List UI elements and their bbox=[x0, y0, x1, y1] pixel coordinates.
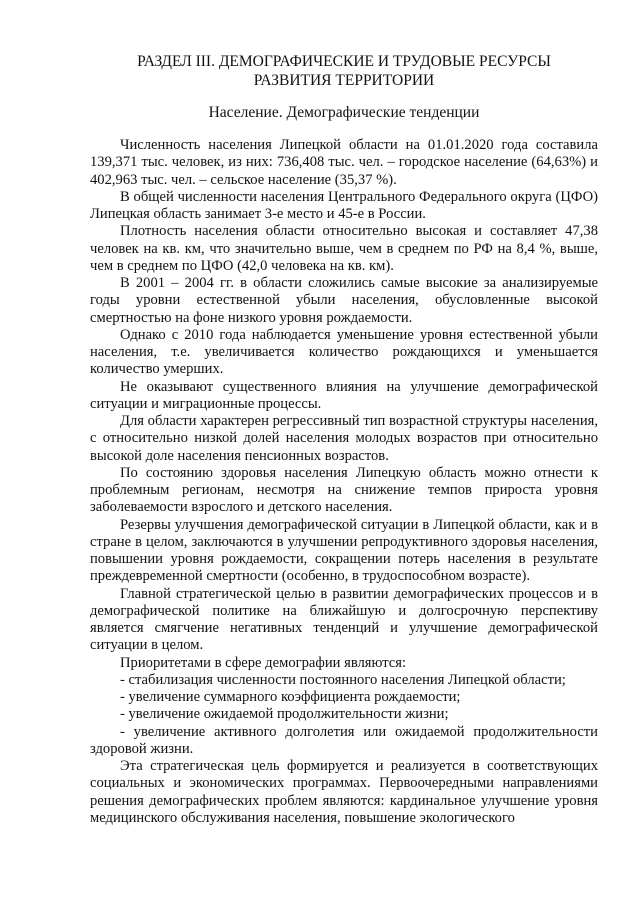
subsection-title: Население. Демографические тенденции bbox=[208, 104, 480, 121]
list-item: - увеличение активного долголетия или ожидаемой продолжительности здоровой жизни. bbox=[90, 723, 598, 757]
section-title-line-1: РАЗДЕЛ III. ДЕМОГРАФИЧЕСКИЕ И ТРУДОВЫЕ РЕСУРСЫ bbox=[137, 53, 551, 70]
paragraph-since-2010: Однако с 2010 года наблюдается уменьшение уровня естественной убыли населения, т.е. увеличивается количество рождающихся и уменьшается количество умерших. bbox=[90, 326, 598, 378]
list-item: - стабилизация численности постоянного населения Липецкой области; bbox=[120, 671, 566, 688]
paragraph-reserves: Резервы улучшения демографической ситуации в Липецкой области, как и в стране в целом, заключаются в улучшении репродуктивного здоровья населения, повышении уровня рождаемости, сокращении потерь населения в результате преждевременной смертности (особенно, в трудоспособном возрасте). bbox=[90, 516, 598, 585]
section-title-line-2: РАЗВИТИЯ ТЕРРИТОРИИ bbox=[253, 72, 435, 89]
paragraph-2001-2004: В 2001 – 2004 гг. в области сложились самые высокие за анализируемые годы уровни естественной убыли населения, обусловленные высокой смертностью на фоне низкого уровня рождаемости. bbox=[90, 275, 598, 326]
paragraph-age-structure: Для области характерен регрессивный тип возрастной структуры населения, с относительно низкой долей населения молодых возрастов при относительно высокой доле населения пенсионных возрастов. bbox=[90, 413, 598, 464]
paragraph-priorities-intro: Приоритетами в сфере демографии являются: bbox=[120, 654, 407, 671]
paragraph-strategic-goal: Главной стратегической целью в развитии демографических процессов и в демографической политике на ближайшую и долгосрочную перспективу является смягчение негативных тенденций и улучшение демографической ситуации в целом. bbox=[90, 585, 598, 654]
list-item: - увеличение ожидаемой продолжительности жизни; bbox=[120, 706, 449, 723]
paragraph-closing: Эта стратегическая цель формируется и реализуется в соответствующих социальных и экономических программах. Первоочередными направлениями решения демографических проблем являются: кардинальное улучшение уровня медицинского обслуживания населения, повышение экологического bbox=[90, 758, 598, 826]
paragraph-health: По состоянию здоровья населения Липецкую область можно отнести к проблемным регионам, несмотря на снижение темпов прироста уровня заболеваемости взрослого и детского населения. bbox=[90, 464, 598, 516]
paragraph-migration: Не оказывают существенного влияния на улучшение демографической ситуации и миграционные процессы. bbox=[90, 378, 598, 412]
section-title bbox=[90, 52, 598, 90]
list-item: - увеличение суммарного коэффициента рождаемости; bbox=[120, 689, 461, 705]
paragraph-cfo-rank: В общей численности населения Центрального Федерального округа (ЦФО) Липецкая область занимает 3-е место и 45-е в России. bbox=[90, 188, 598, 222]
document-body bbox=[90, 137, 598, 827]
paragraph-density: Плотность населения области относительно высокая и составляет 47,38 человек на кв. км, что значительно выше, чем в среднем по РФ на 8,4 %, выше, чем в среднем по ЦФО (42,0 человека на кв. км). bbox=[90, 223, 598, 274]
paragraph-population: Численность населения Липецкой области на 01.01.2020 года составила 139,371 тыс. человек, из них: 736,408 тыс. чел. – городское население (64,63%) и 402,963 тыс. чел. – сельское население (35,37 %). bbox=[90, 137, 598, 188]
